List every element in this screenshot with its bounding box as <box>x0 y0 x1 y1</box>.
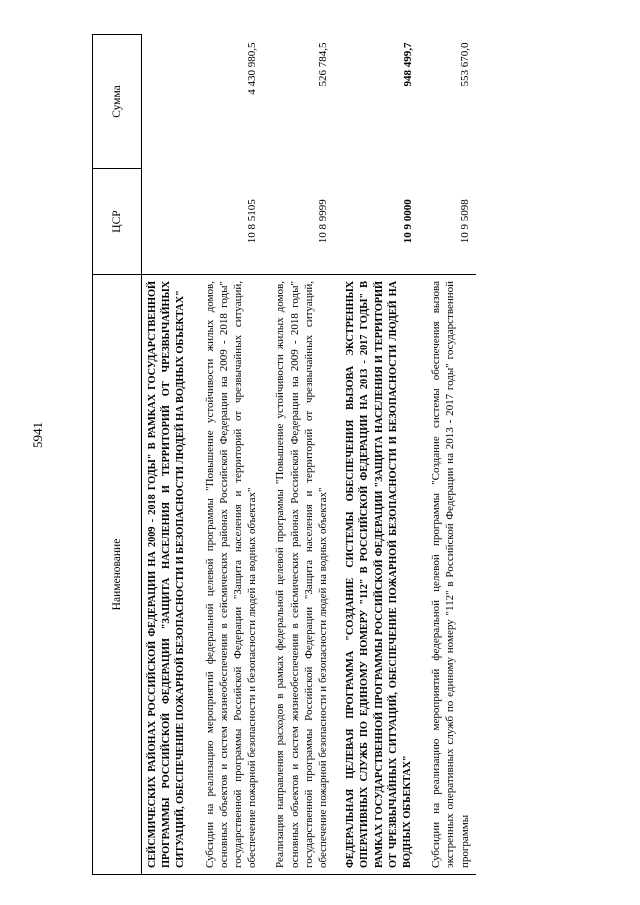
row-name: ФЕДЕРАЛЬНАЯ ЦЕЛЕВАЯ ПРОГРАММА "СОЗДАНИЕ СИСТЕМЫ ОБЕСПЕЧЕНИЯ ВЫЗОВА ЭКСТРЕННЫХ ОПЕРАТИВНЫХ СЛУЖБ ПО ЕДИНОМУ НОМЕРУ "112" В РОССИЙСКОЙ ФЕДЕРАЦИИ НА 2013 - 2017 ГОДЫ" В РАМКАХ ГОСУДАРСТВЕННОЙ ПРОГРАММЫ РОССИЙСКОЙ ФЕДЕРАЦИИ "ЗАЩИТА НАСЕЛЕНИЯ И ТЕРРИТОРИЙ ОТ ЧРЕЗВЫЧАЙНЫХ СИТУАЦИЙ, ОБЕСПЕЧЕНИЕ ПОЖАРНОЙ БЕЗОПАСНОСТИ И БЕЗОПАСНОСТИ ЛЮДЕЙ НА ВОДНЫХ ОБЪЕКТАХ" <box>334 275 419 875</box>
row-name: Субсидии на реализацию мероприятий федеральной целевой программы "Повышение устойчивости жилых домов, основных объектов и систем жизнеобеспечения в сейсмических районах Российской Федерации на 2009 - 2018 годы" государственной программы Российской Федерации "Защита населения и территорий от чрезвычайных ситуаций, обеспечение пожарной безопасности и безопасности людей на водных объектах" <box>193 275 264 875</box>
table-row <box>193 35 264 875</box>
header-sum: Сумма <box>93 35 142 169</box>
row-csr: 10 8 5105 <box>246 199 259 244</box>
row-sum: 526 784,5 <box>317 42 330 87</box>
row-csr: 10 9 0000 <box>402 199 415 244</box>
row-sum: 553 670,0 <box>458 42 471 87</box>
row-name: Субсидии на реализацию мероприятий федеральной целевой программы "Создание системы обеспечения вызова экстренных оперативных служб по единому номеру "112" в Российской Федерации на 2013 - 2017 годы" государственной программы <box>419 275 476 875</box>
page-number: 5941 <box>30 422 45 448</box>
row-sum: 4 430 980,5 <box>246 42 259 95</box>
row-name: Реализация направления расходов в рамках федеральной целевой программы "Повышение устойчивости жилых домов, основных объектов и систем жизнеобеспечения в сейсмических районах Российской Федерации на 2009 - 2018 годы" государственной программы Российской Федерации "Защита населения и территорий от чрезвычайных ситуаций, обеспечение пожарной безопасности и безопасности людей на водных объектах" <box>263 275 334 875</box>
row-csr: 10 9 5098 <box>458 199 471 244</box>
table-row <box>263 35 334 875</box>
table-row <box>334 35 419 875</box>
table-row <box>142 35 193 875</box>
rotated-table-container <box>92 35 617 875</box>
row-csr: 10 8 9999 <box>317 199 330 244</box>
row-sum <box>142 35 193 169</box>
row-name: СЕЙСМИЧЕСКИХ РАЙОНАХ РОССИЙСКОЙ ФЕДЕРАЦИИ НА 2009 - 2018 ГОДЫ" В РАМКАХ ГОСУДАРСТВЕННОЙ ПРОГРАММЫ РОССИЙСКОЙ ФЕДЕРАЦИИ "ЗАЩИТА НАСЕЛЕНИЯ И ТЕРРИТОРИЙ ОТ ЧРЕЗВЫЧАЙНЫХ СИТУАЦИЙ, ОБЕСПЕЧЕНИЕ ПОЖАРНОЙ БЕЗОПАСНОСТИ И БЕЗОПАСНОСТИ ЛЮДЕЙ НА ВОДНЫХ ОБЪЕКТАХ" <box>142 275 193 875</box>
table-row <box>419 35 476 875</box>
header-csr: ЦСР <box>93 169 142 275</box>
header-name: Наименование <box>93 275 142 875</box>
row-csr <box>142 169 193 275</box>
table-header-row <box>93 35 142 875</box>
row-sum: 948 499,7 <box>402 42 415 87</box>
budget-table <box>92 34 476 875</box>
